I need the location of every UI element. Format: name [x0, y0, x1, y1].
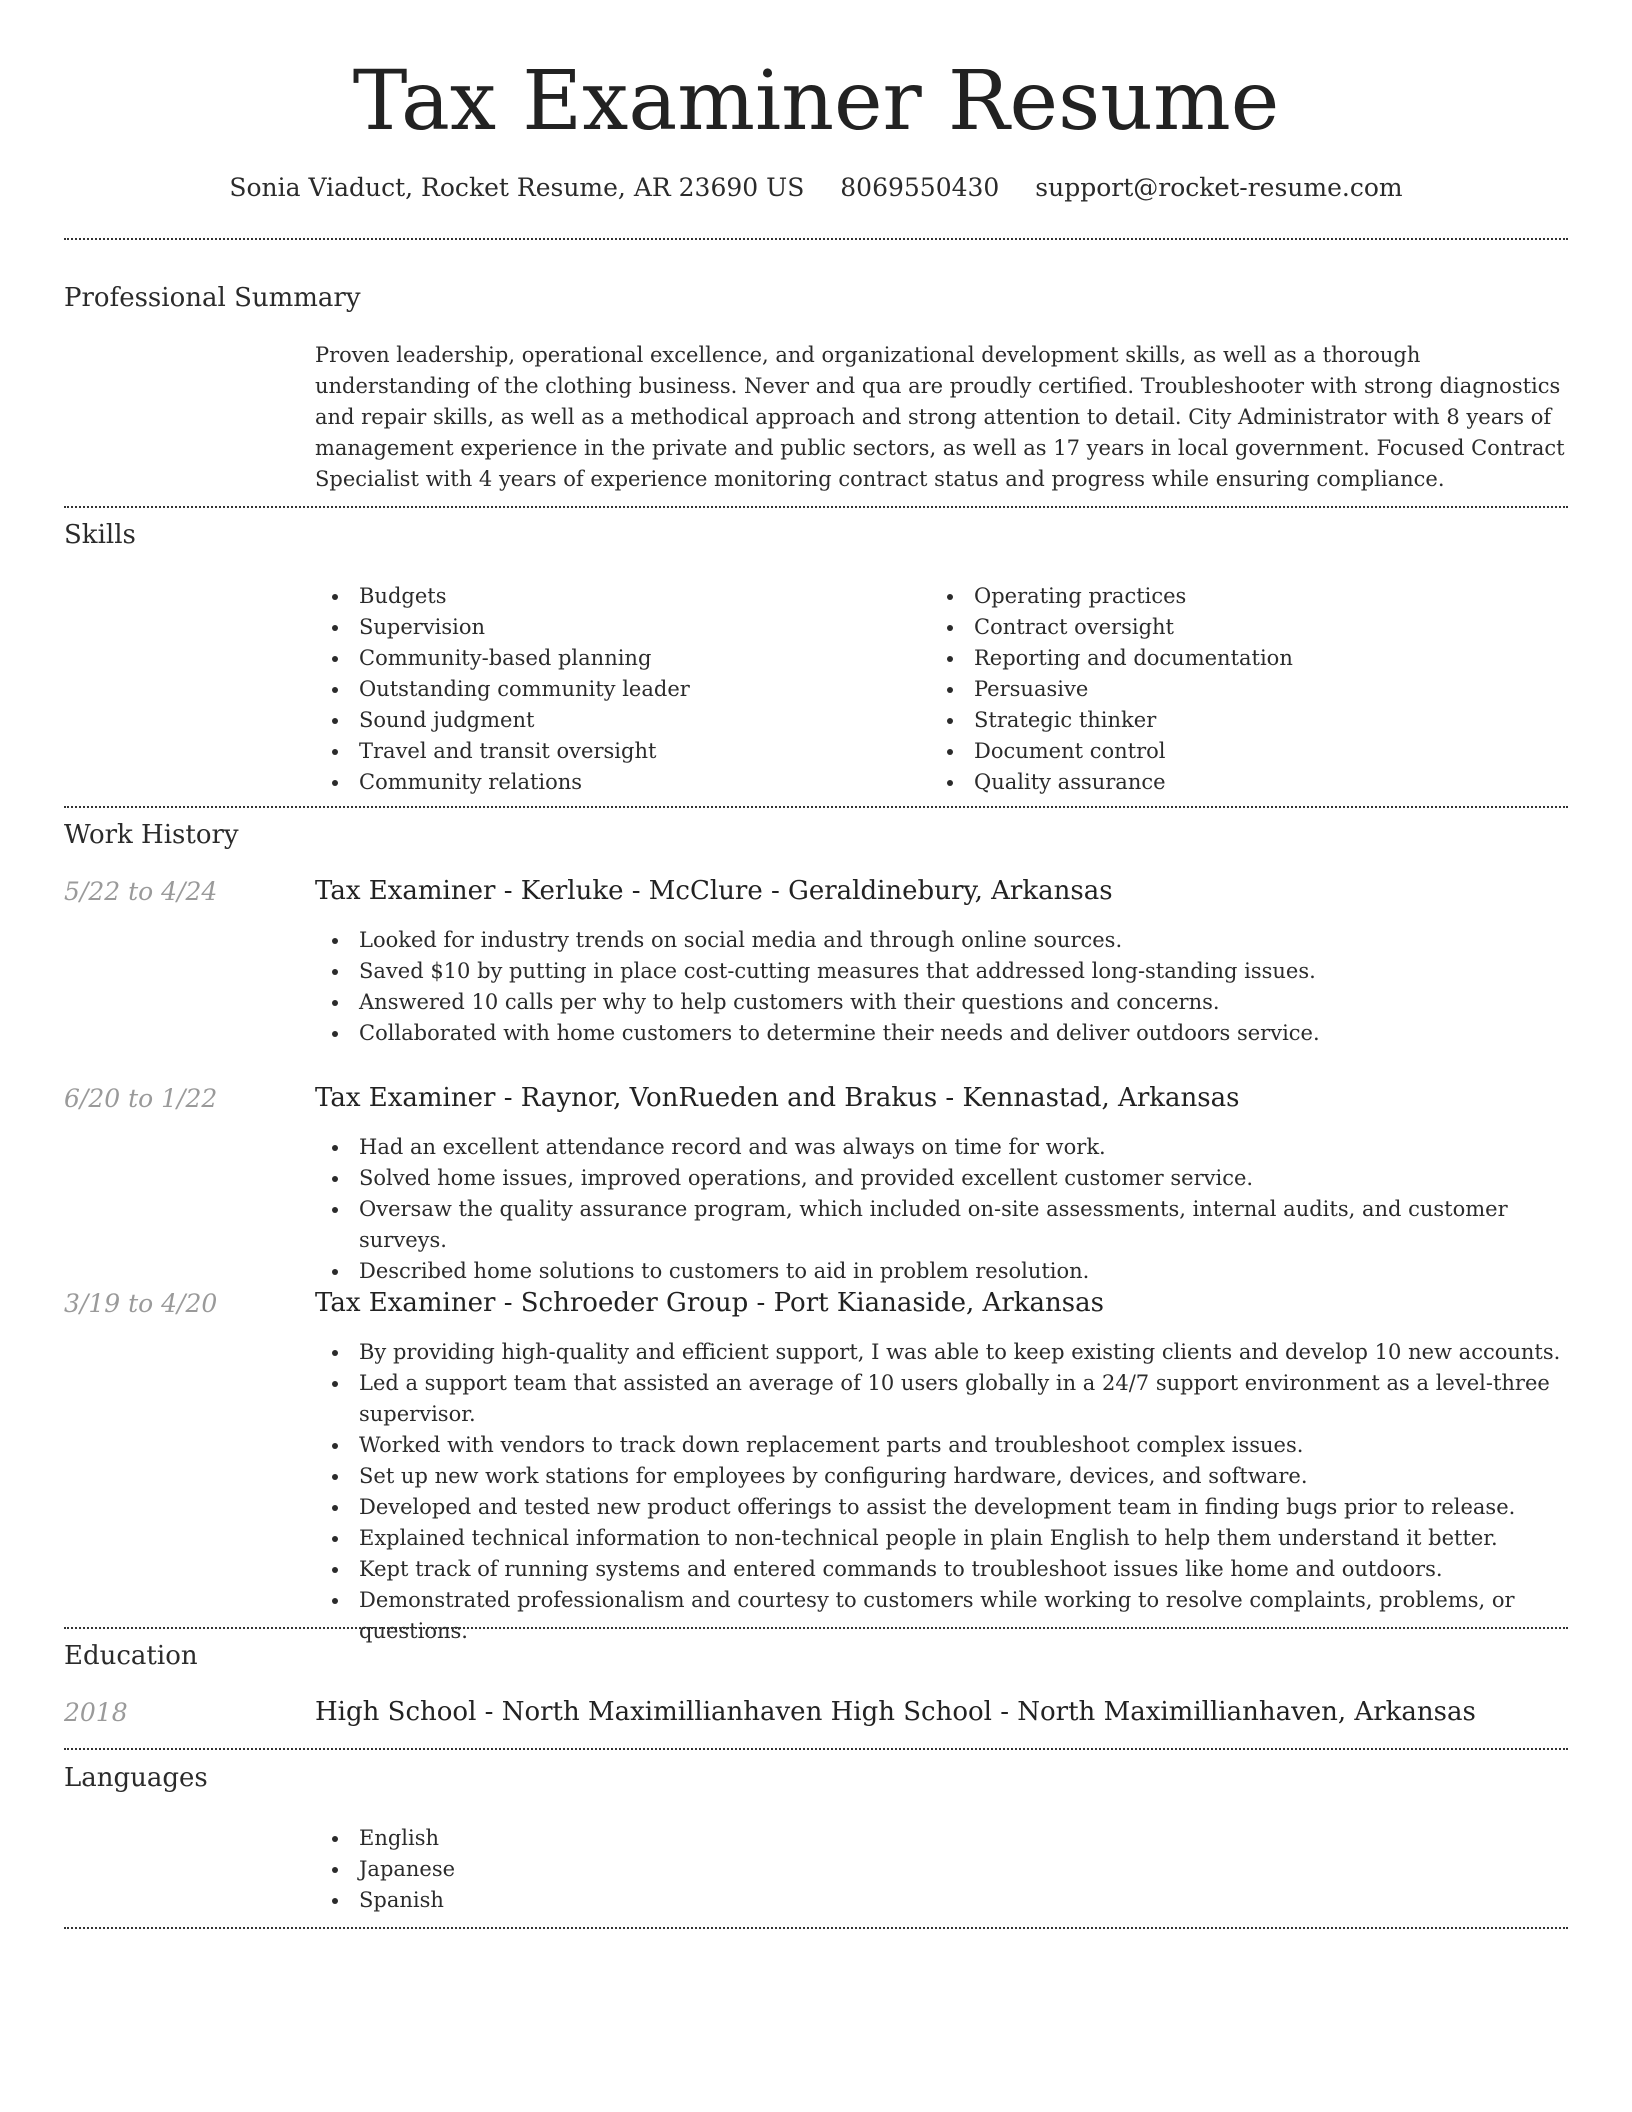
job-title: Tax Examiner - Raynor, VonRueden and Brakus - Kennastad, Arkansas — [315, 1083, 1240, 1113]
summary-text: Proven leadership, operational excellence, and organizational development skills, as well as a thorough understanding of the clothing business. Never and qua are proudly certified. Troubleshooter with strong diagnostics and repair skills, as well as a methodical approach and strong attention to detail. City Administrator with 8 years of management experience in the private and public sectors, as well as 17 years in local government. Focused Contract Specialist with 4 years of experience monitoring contract status and progress while ensuring compliance. — [315, 343, 1565, 491]
education-heading: Education — [64, 1641, 198, 1671]
skill-item: Budgets — [315, 581, 915, 612]
skill-item: Community-based planning — [315, 643, 915, 674]
skill-item: Reporting and documentation — [930, 643, 1550, 674]
job-bullet: Solved home issues, improved operations, and provided excellent customer service. — [315, 1163, 1575, 1194]
contact-line — [0, 170, 1632, 206]
job-dates: 5/22 to 4/24 — [64, 877, 218, 906]
job-bullet: Kept track of running systems and entered commands to troubleshoot issues like home and outdoors. — [315, 1554, 1575, 1585]
job-bullets — [315, 1132, 1575, 1287]
job-bullets — [315, 1337, 1575, 1647]
section-divider — [64, 1927, 1568, 1929]
job-bullet: Had an excellent attendance record and was always on time for work. — [315, 1132, 1575, 1163]
skill-item: Quality assurance — [930, 767, 1550, 798]
job-bullet: Described home solutions to customers to aid in problem resolution. — [315, 1256, 1575, 1287]
job-bullet: Set up new work stations for employees by configuring hardware, devices, and software. — [315, 1461, 1575, 1492]
skill-item: Sound judgment — [315, 705, 915, 736]
skill-item: Operating practices — [930, 581, 1550, 612]
job-bullets — [315, 925, 1575, 1049]
education-title: High School - North Maximillianhaven High School - North Maximillianhaven, Arkansas — [315, 1697, 1476, 1727]
skill-item: Document control — [930, 736, 1550, 767]
education-year: 2018 — [64, 1698, 128, 1727]
section-divider — [64, 806, 1568, 808]
summary-heading: Professional Summary — [64, 283, 361, 313]
section-divider — [64, 506, 1568, 508]
job-bullet: Worked with vendors to track down replacement parts and troubleshoot complex issues. — [315, 1430, 1575, 1461]
job-bullet: Developed and tested new product offerings to assist the development team in finding bugs prior to release. — [315, 1492, 1575, 1523]
skills-list-left — [315, 581, 915, 798]
skill-item: Strategic thinker — [930, 705, 1550, 736]
section-divider — [64, 1627, 1568, 1629]
job-bullet: Looked for industry trends on social media and through online sources. — [315, 925, 1575, 956]
language-item: Spanish — [315, 1885, 1575, 1916]
languages-list — [315, 1823, 1575, 1916]
job-bullet: Led a support team that assisted an average of 10 users globally in a 24/7 support environment as a level-three supervisor. — [315, 1368, 1575, 1430]
job-bullet: Oversaw the quality assurance program, which included on-site assessments, internal audits, and customer surveys. — [315, 1194, 1575, 1256]
contact-phone: 8069550430 — [840, 173, 1000, 202]
job-dates: 3/19 to 4/20 — [64, 1289, 218, 1318]
job-bullet: Collaborated with home customers to determine their needs and deliver outdoors service. — [315, 1018, 1575, 1049]
job-bullet: Explained technical information to non-technical people in plain English to help them understand it better. — [315, 1523, 1575, 1554]
skill-item: Supervision — [315, 612, 915, 643]
job-bullet: Saved $10 by putting in place cost-cutting measures that addressed long-standing issues. — [315, 956, 1575, 987]
language-item: Japanese — [315, 1854, 1575, 1885]
job-bullet: By providing high-quality and efficient support, I was able to keep existing clients and develop 10 new accounts. — [315, 1337, 1575, 1368]
job-dates: 6/20 to 1/22 — [64, 1084, 218, 1113]
job-title: Tax Examiner - Schroeder Group - Port Kianaside, Arkansas — [315, 1288, 1104, 1318]
skill-item: Persuasive — [930, 674, 1550, 705]
section-divider — [64, 1748, 1568, 1750]
work-history-heading: Work History — [64, 820, 239, 850]
skill-item: Community relations — [315, 767, 915, 798]
skill-item: Contract oversight — [930, 612, 1550, 643]
skill-item: Outstanding community leader — [315, 674, 915, 705]
language-item: English — [315, 1823, 1575, 1854]
skills-list-right — [930, 581, 1550, 798]
section-divider — [64, 238, 1568, 240]
contact-address: Sonia Viaduct, Rocket Resume, AR 23690 US — [229, 173, 805, 202]
job-title: Tax Examiner - Kerluke - McClure - Geraldinebury, Arkansas — [315, 876, 1113, 906]
job-bullet: Answered 10 calls per why to help customers with their questions and concerns. — [315, 987, 1575, 1018]
contact-email: support@rocket-resume.com — [1035, 173, 1403, 202]
resume-title: Tax Examiner Resume — [352, 54, 1280, 149]
languages-heading: Languages — [64, 1763, 208, 1793]
skill-item: Travel and transit oversight — [315, 736, 915, 767]
skills-heading: Skills — [64, 520, 136, 550]
job-bullet: Demonstrated professionalism and courtesy to customers while working to resolve complaints, problems, or questions. — [315, 1585, 1575, 1647]
